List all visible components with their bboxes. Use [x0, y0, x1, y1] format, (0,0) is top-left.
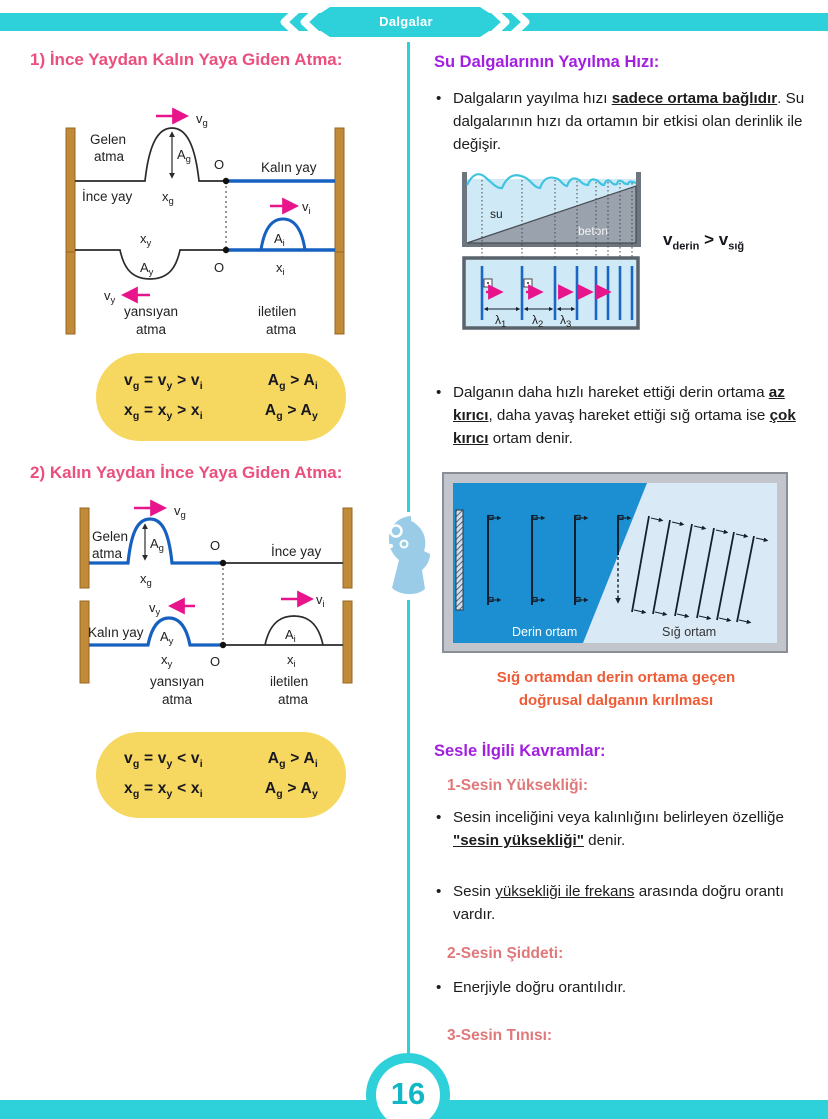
- formula-box-2: [96, 732, 346, 818]
- origin-label: O: [214, 157, 225, 172]
- lambda1-label: $\lambda_1$: [495, 313, 507, 330]
- junction-point: [220, 642, 226, 648]
- paragraph-wave-speed: [436, 88, 820, 156]
- formula-row: [124, 750, 318, 770]
- water-waves-title: Su Dalgalarının Yayılma Hızı:: [434, 53, 660, 71]
- formula-row: [124, 780, 318, 800]
- ag-label: $A_g$: [150, 536, 164, 554]
- vy-label: $v_y$: [104, 288, 116, 306]
- diagram-thin-to-thick-spring: [28, 102, 388, 344]
- transmitted-pulse-label: iletilen: [270, 674, 309, 689]
- vg-label: $v_g$: [174, 503, 186, 521]
- transmitted-pulse-label: atma: [266, 322, 297, 337]
- section1-title: 1) İnce Yaydan Kalın Yaya Giden Atma:: [30, 50, 343, 69]
- lambda2-label: $\lambda_2$: [532, 313, 544, 330]
- paragraph-text: Sesin yüksekliği ile frekans arasında doğru orantı vardır.: [453, 883, 784, 923]
- wave-source-bar: [456, 510, 463, 610]
- xy-label: $x_y$: [161, 652, 173, 670]
- sound-concepts-title: Sesle İlgili Kavramlar:: [434, 742, 606, 760]
- ay-label: $A_y$: [160, 629, 174, 647]
- lambda3-label: $\lambda_3$: [560, 313, 572, 330]
- bullet-marker: •: [436, 384, 442, 401]
- ay-label: $A_y$: [140, 260, 154, 278]
- thick-spring-label: Kalın yay: [88, 625, 144, 640]
- paragraph-intensity: [436, 977, 822, 1000]
- formula-box-1: [96, 353, 346, 441]
- ai-label: $A_i$: [274, 231, 285, 249]
- bullet-marker: •: [436, 90, 442, 107]
- thin-spring-label: İnce yay: [271, 544, 322, 559]
- bullet-marker: •: [436, 883, 442, 900]
- vi-label: $v_i$: [302, 199, 311, 217]
- thick-spring-label: Kalın yay: [261, 160, 317, 175]
- timbre-heading: 3-Sesin Tınısı:: [447, 1027, 553, 1044]
- amplitude-relation: $A_g > A_y$: [264, 401, 318, 422]
- origin-label: O: [214, 260, 225, 275]
- water-label: su: [490, 207, 503, 221]
- diagram-water-depth-tank: [440, 166, 828, 342]
- reflected-pulse-label: yansıyan: [150, 674, 205, 689]
- bullet-marker: •: [436, 809, 442, 826]
- bubble-icon: [389, 544, 393, 548]
- xi-label: $x_i$: [287, 652, 296, 670]
- incoming-pulse-label: Gelen: [90, 132, 127, 147]
- paragraph-pitch-frequency: [436, 881, 822, 927]
- paragraph-text: Dalgaların yayılma hızı sadece ortama bağlıdır. Su dalgalarının hızı da ortamın bir etkisi olan derinlik ile değişir.: [453, 90, 805, 153]
- junction-point: [223, 178, 229, 184]
- velocity-relation: $v_g = v_y < v_i$: [124, 750, 203, 771]
- incoming-pulse-label: atma: [92, 546, 123, 561]
- velocity-relation: $v_g = v_y > v_i$: [124, 372, 203, 393]
- formula-row: [124, 402, 318, 422]
- wavelength-relation: $x_g = x_y > x_i$: [124, 401, 203, 422]
- thin-spring-label: İnce yay: [82, 189, 133, 204]
- refraction-caption: [440, 666, 792, 712]
- page-number: 16: [376, 1063, 440, 1119]
- depth-speed-formula: $v_{derin} > v_{sığ}$: [663, 230, 745, 253]
- column-divider: [407, 600, 410, 1100]
- junction-point: [220, 560, 226, 566]
- bullet-marker: •: [436, 979, 442, 996]
- diagram-thick-to-thin-spring: [28, 496, 388, 711]
- concrete-label: beton: [578, 224, 609, 238]
- transmitted-pulse-label: atma: [278, 692, 309, 707]
- section2-title: 2) Kalın Yaydan İnce Yaya Giden Atma:: [30, 463, 343, 482]
- wavelength-relation: $x_g = x_y < x_i$: [124, 779, 203, 800]
- shallow-region-label: Sığ ortam: [662, 625, 717, 639]
- incoming-pulse-label: atma: [94, 149, 125, 164]
- amplitude-relation: $A_g > A_i$: [267, 750, 318, 771]
- paragraph-refractivity: [436, 382, 820, 450]
- column-divider: [407, 42, 410, 512]
- chevrons-right-icon: [513, 10, 526, 34]
- xy-label: $x_y$: [140, 231, 152, 249]
- paragraph-text: Sesin inceliğini veya kalınlığını belirleyen özelliğe "sesin yüksekliği" denir.: [453, 809, 784, 849]
- paragraph-pitch-def: [436, 807, 822, 853]
- vg-label: $v_g$: [196, 111, 208, 129]
- page-number-badge: [366, 1053, 450, 1119]
- amplitude-relation: $A_g > A_y$: [264, 779, 318, 800]
- vi-label: $v_i$: [316, 592, 325, 610]
- vy-label: $v_y$: [149, 600, 161, 618]
- junction-point: [223, 247, 229, 253]
- paragraph-text: Dalganın daha hızlı hareket ettiği derin ortama az kırıcı, daha yavaş hareket ettiği sığ ortama ise çok kırıcı ortam denir.: [453, 384, 796, 447]
- paragraph-text: Enerjiyle doğru orantılıdır.: [453, 979, 627, 996]
- origin-label: O: [210, 654, 221, 669]
- chevrons-left-icon: [284, 10, 297, 34]
- caption-line: doğrusal dalganın kırılması: [518, 692, 714, 709]
- formula-row: [124, 372, 318, 392]
- pitch-heading: 1-Sesin Yüksekliği:: [447, 777, 588, 794]
- incoming-pulse-label: Gelen: [92, 529, 129, 544]
- caption-line: Sığ ortamdan derin ortama geçen: [496, 669, 736, 686]
- deep-region-label: Derin ortam: [512, 625, 578, 639]
- reflected-pulse-label: atma: [136, 322, 167, 337]
- origin-label: O: [210, 538, 221, 553]
- xg-label: $x_g$: [140, 571, 152, 589]
- intensity-heading: 2-Sesin Şiddeti:: [447, 945, 564, 962]
- ai-label: $A_i$: [285, 627, 296, 645]
- xg-label: $x_g$: [162, 189, 174, 207]
- reflected-pulse-label: yansıyan: [124, 304, 179, 319]
- diagram-refraction: [440, 470, 790, 655]
- head-silhouette: [389, 516, 430, 594]
- ag-label: $A_g$: [177, 147, 191, 165]
- xi-label: $x_i$: [276, 260, 285, 278]
- amplitude-relation: $A_g > A_i$: [267, 372, 318, 393]
- header-tab-title: Dalgalar: [379, 14, 433, 29]
- transmitted-pulse-label: iletilen: [258, 304, 297, 319]
- reflected-pulse-label: atma: [162, 692, 193, 707]
